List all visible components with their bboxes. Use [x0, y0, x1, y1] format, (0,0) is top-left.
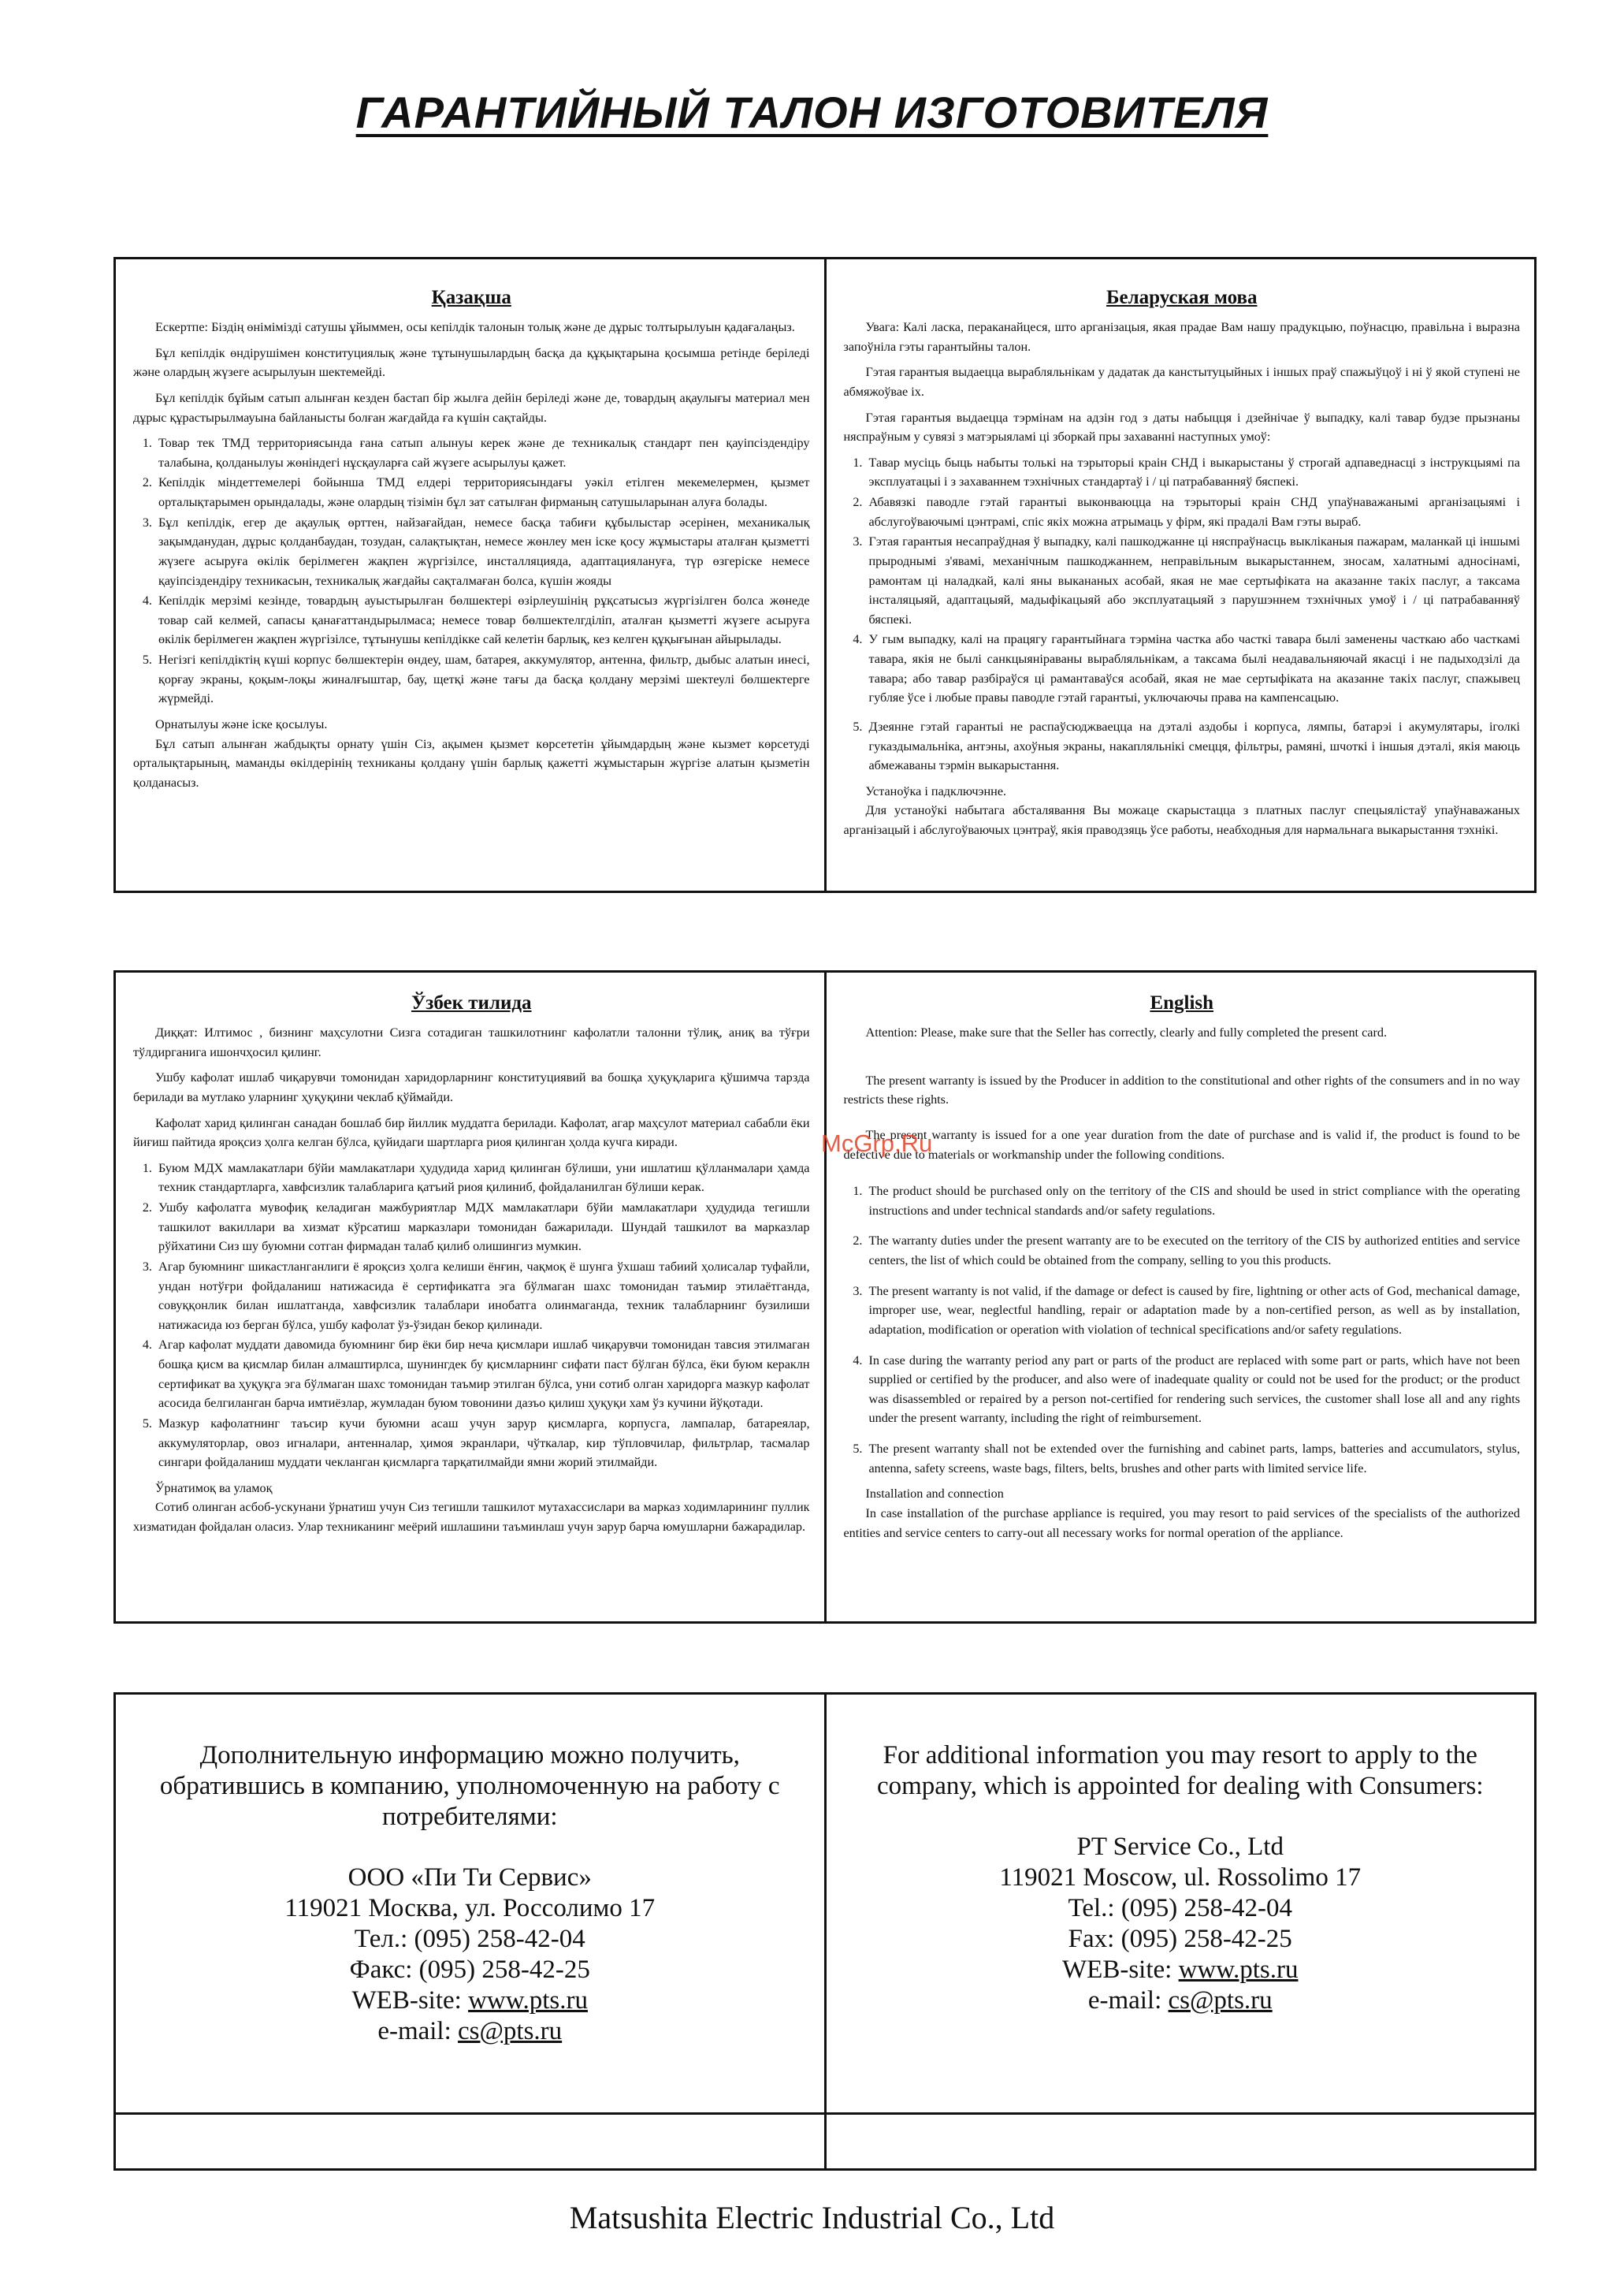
- manufacturer-footer: Matsushita Electric Industrial Co., Ltd: [569, 2200, 1055, 2235]
- uzbek-note: Диққат: Илтимос , бизнинг маҳсулотни Сизга сотадиган ташкилотнинг кафолатли талонни тўлиқ, аниқ ва тўғри тўлдирганига ишончҳосил қилинг.: [133, 1025, 810, 1059]
- stamp-row: [116, 2115, 1534, 2168]
- contact-row: [116, 1695, 1534, 2115]
- uzbek-heading: Ўзбек тилида: [411, 992, 532, 1014]
- list-item: 2. Абавязкі паводле гэтай гарантыі выконваюцца на тэрыторыі краін СНД упаўнаважанымі арганізацыямі і абслугоўваючымі цэнтрамі, спіс якіх можна атрымаць у фірм, якi прадалі Вам гэты выраб.: [866, 493, 1521, 531]
- list-item: 4. Агар кафолат муддати давомида буюмнинг бир ёки бир неча қисмлари ишлаб чиқарувчи томонидан тавсия этилмаган бошқа қисм ва қисмлар билан алмаштирлса, шунингдек бу қисмларнинг сифати паст бўлган бўлса, ёки буюм кераклн сертификат ва ҳуқуқга эга бўлмаган шахс томонидан таъмир этилган бўлса, уни сотиб олган харидорга мазкур кафолат асосида белгиланган барча имтиёзлар, жумладан буюм товонини дазъо қилиш ҳуқуқи хам ўз кучини йўқотади.: [155, 1335, 810, 1413]
- list-item: 1. Товар тек ТМД территориясында ғана сатып алынуы керек және де техникалық стандарт пен қауіпсіздендіру талабына, қолданылуы жөніндегі нұсқауларға сай жүзеге асырылуы қажет.: [155, 434, 810, 472]
- phone-number: (095) 258-42-04: [414, 1924, 585, 1953]
- kazakh-heading: Қазақша: [431, 287, 511, 308]
- contact-ru-web-line: [116, 1985, 824, 2016]
- kazakh-note: Ескертпе: Біздің өнімімізді сатушы ұйыммен, осы кепілдік талонын толық және де дұрыс толтырылуын қадағалаңыз.: [155, 320, 795, 334]
- english-conditions-list: [844, 1181, 1521, 1478]
- uzbek-column: [116, 973, 824, 1621]
- contact-ru: [116, 1695, 824, 2112]
- english-paragraph: The present warranty is issued by the Producer in addition to the constitutional and other rights of the consumers and in no way restricts these rights.: [843, 1073, 1520, 1107]
- kazakh-paragraph: Бұл кепілдік бұйым сатып алынған кезден бастап бір жылға дейін беріледі және де, товардың ақаулығы материал мен дұрыс құрастырылмауына байланысты болған жағдайда ға күшін сақтайды.: [133, 390, 810, 425]
- contact-ru-intro: Дополнительную информацию можно получить, обратившись в компанию, уполномоченную на работу с потребителями:: [159, 1741, 780, 1831]
- kazakh-install-text: Бұл сатып алынған жабдықты орнату үшін Сіз, ақымен қызмет көрсететін ұйымдардың және кызмет көрсетуді орталықтарының, маманды өкілдерінің техниканы қолдану үшін барлық қажетті жұмыстарын жүргізе алатын қызметін қолданасыз.: [133, 736, 810, 790]
- contact-en-company: PT Service Co., Ltd: [1076, 1832, 1284, 1861]
- uzbek-install-text: Сотиб олинган асбоб-ускунани ўрнатиш учун Сиз тегишли ташкилот мутахассислари ва марказ ходимларининг пуллик хизматидан фойдалан оласиз. Улар техниканинг меёрий ишлашини таъминлаш учун зарур барча юмушларни бажарадилар.: [133, 1500, 810, 1534]
- contact-en-address: 119021 Moscow, ul. Rossolimo 17: [999, 1862, 1362, 1892]
- contact-en-web-line: [827, 1955, 1535, 1985]
- list-item: 2. The warranty duties under the present warranty are to be executed on the territory of the CIS by authorized entities and service centers, the list of which could be obtained from the company, selling to you this products.: [866, 1231, 1521, 1270]
- contact-ru-email-line: [116, 2016, 824, 2047]
- web-label: WEB-site:: [351, 1985, 469, 2015]
- website-link[interactable]: www.pts.ru: [1178, 1955, 1299, 1984]
- uzbek-paragraph: Ушбу кафолат ишлаб чиқарувчи томонидан харидорларнинг конституциявий ва бошқа ҳуқуқларига қўшимча тарзда берилади ва мутлако уларнинг ҳуқуқини чеклаб қўймайди.: [133, 1070, 810, 1104]
- english-install-heading: Installation and connection: [865, 1487, 1004, 1502]
- contact-en-intro: For additional information you may resort to apply to the company, which is appointed for dealing with Consumers:: [876, 1741, 1484, 1800]
- contact-ru-company: ООО «Пи Ти Сервис»: [347, 1862, 592, 1892]
- list-item: 2. Ушбу кафолатга мувофиқ келадиган мажбуриятлар МДХ мамлакатлари бўйи мамлакатлари ҳудудида тегишли ташкилот вакиллари ва хизмат кўрсатиш марказлари томонидан бажарилади. Шундай ташкилот ва марказлар рўйхатини Сиз шу буюмни сотган фирмадан талаб қилиб олишингиз мумкин.: [155, 1198, 810, 1256]
- stamp-cell-right: [824, 2115, 1535, 2168]
- web-label: WEB-site:: [1062, 1955, 1179, 1984]
- contact-en-phone-line: [827, 1893, 1535, 1924]
- contact-ru-phone-line: [116, 1924, 824, 1955]
- email-label: e-mail:: [1087, 1985, 1169, 2015]
- belarusian-paragraph: Гэтая гарантыя выдаецца тэрмінам на адзін год з даты набыцця і дзейнічае ў выпадку, калі тавар будзе прызнаны няспраўным у сувязі з матэрыяламі ці зборкай пры захаванні наступных умоў:: [843, 410, 1520, 445]
- uzbek-conditions-list: [133, 1159, 810, 1472]
- belarusian-note: Увага: Калі ласка, пераканайцеся, што арганізацыя, якая прадае Вам нашу прадукцыю, поўнасцю, правільна і выразна запоўніла гэты гарантыйны талон.: [843, 320, 1520, 354]
- english-column: [824, 973, 1535, 1621]
- fax-number: (095) 258-42-25: [1120, 1924, 1292, 1953]
- list-item: 5. The present warranty shall not be extended over the furnishing and cabinet parts, lamps, batteries and accumulators, stylus, antenna, safety screens, waste bags, filters, belts, brushes and other parts with limited service life.: [866, 1439, 1521, 1478]
- list-item: 3. Агар буюмнинг шикастланганлиги ё яроқсиз ҳолга келиши ёнғин, чақмоқ ё шунга ўхшаш табиий ҳолисалар туфайли, ундан нотўғри фойдаланиш натижасида ё сертификатга эга бўлмаган шахс томонидан таъмир этилаётганда, совуққонлик билан ишлатганда, хавфсизлик талаблари инобатга олинмаганда, техник талабларнинг бузилиши натижасида юз берган бўлса, ушбу кафолат ўз-ўзидан бекор қилинади.: [155, 1257, 810, 1335]
- warranty-box-kz-by: [113, 257, 1537, 893]
- list-item: 2. Кепілдік міндеттемелері бойынша ТМД елдері территориясындағы уәкіл етілген мекемелермен, қызмет орталықтарымен орындалады, және олардың тізімін бұл зат сатылған фирманың сатушыларынан алуға болады.: [155, 473, 810, 512]
- list-item: 4. У гым выпадку, калі на працягу гарантыйнага тэрміна частка або часткі тавара былі заменены часткаю або часткамі тавара, якія не былі санкцыяніраваны вырабляльнікам, а таксама былі неадавальняючай якасці і не падыходзілі да тавара; або тавар разбіраўся ці рамантаваўся асобай, якая не мае сертыфіката на аказанне такіх паслуг, спажывец губляе ўсе і любые правы паводле гэтай гарантыі, уключаючы права на кампенсацыю.: [866, 630, 1521, 708]
- english-install-text: In case installation of the purchase appliance is required, you may resort to paid services of the specialists of the authorized entities and service centers to carry-out all necessary works for normal operation of the appliance.: [843, 1505, 1520, 1540]
- list-item: 3. Гэтая гарантыя несапраўдная ў выпадку, калі пашкоджанне ці няспраўнасць выкліканыя пажарам, маланкай ці іншымі прыроднымі з'явамі, механічным пашкоджаннем, неправільным выкарыстаннем, зносам, халатнымі адносінамі, рамонтам ці наладкай, калі яны выкананых асобай, якая не мае сертыфіката на аказанне такіх паслуг, а таксама інсталяцыяй, адаптацыяй, мадыфікацыяй або эксплуатацыяй з парушэннем тэхнічных умоў і / ці патрабаванняў бяспекі.: [866, 532, 1521, 629]
- contact-box: [113, 1692, 1537, 2171]
- contact-ru-address: 119021 Москва, ул. Россолимо 17: [284, 1893, 656, 1922]
- list-item: 3. The present warranty is not valid, if the damage or defect is caused by fire, lightning or other acts of God, mechanical damage, improper use, wear, neglectful handling, repair or adaptation made by a non-certified person, as well as by installation, adaptation, modification or operation with violation of technical specifications and/or safety regulations.: [866, 1282, 1521, 1340]
- stamp-cell-left: [116, 2115, 824, 2168]
- contact-en: [824, 1695, 1535, 2112]
- contact-en-email-line: [827, 1985, 1535, 2016]
- english-note: Attention: Please, make sure that the Seller has correctly, clearly and fully completed the present card.: [865, 1025, 1387, 1040]
- kazakh-paragraph: Бұл кепілдік өндірушімен конституциялық және тұтынушылардың басқа да құқықтарына қосымша ретінде беріледі және олардың жүзеге асырылуын шектемейді.: [133, 345, 810, 380]
- kazakh-conditions-list: [133, 434, 810, 709]
- fax-label: Fax:: [1068, 1924, 1121, 1953]
- kazakh-column: [116, 259, 824, 891]
- belarusian-heading: Беларуская мова: [1106, 287, 1258, 308]
- english-paragraph: The present warranty is issued for a one year duration from the date of purchase and is valid if, the product is found to be defective due to materials or workmanship under the following conditions.: [843, 1127, 1520, 1162]
- fax-label: Факс:: [349, 1955, 419, 1984]
- email-link[interactable]: cs@pts.ru: [458, 2016, 563, 2045]
- list-item: 4. In case during the warranty period any part or parts of the product are replaced with some part or parts, which have not been supplied or certified by the producer, and also were of inadequate quality or could not be used for the product; or the product was disassembled or repaired by a person not-certified for rendering such services, the customer shall lose all and any rights under the present warranty, including the right of reimbursement.: [866, 1351, 1521, 1429]
- email-link[interactable]: cs@pts.ru: [1168, 1985, 1273, 2015]
- english-heading: English: [1150, 992, 1214, 1014]
- list-item: 1. Тавар мусіць быць набыты толькі на тэрыторыі краін СНД і выкарыстаны ў строгай адпаведнасці з інструкцыямі па эксплуатацыі і з захаваннем тэхнічных стандартаў і / ці патрабаванняў бяспекі.: [866, 453, 1521, 492]
- list-item: 1. The product should be purchased only on the territory of the CIS and should be used in strict compliance with the operating instructions and under technical standards and/or safety regulations.: [866, 1181, 1521, 1220]
- fax-number: (095) 258-42-25: [418, 1955, 590, 1984]
- uzbek-install-heading: Ўрнатимоқ ва уламоқ: [155, 1480, 273, 1495]
- website-link[interactable]: www.pts.ru: [468, 1985, 588, 2015]
- list-item: 5. Дзеянне гэтай гарантыі не распаўсюджваецца на дэталі аздобы і корпуса, лямпы, батарэі і акумулятары, іголкі гуказдымальніка, антэны, ахоўныя экраны, накапляльнікі смецця, фільтры, рамяні, шчоткі і іншыя дэталі, якія маюць абмежаваны тэрмін выкарыстання.: [866, 717, 1521, 776]
- belarusian-install-text: Для устаноўкі набытага абсталявання Вы можаце скарыстацца з платных паслуг спецыялістаў упаўнаважаных арганізацый і абслугоўваючых цэнтраў, якія праводзяць ўсе работы, неабходныя для нармальнага выкарыстання тэхнікі.: [843, 803, 1520, 837]
- belarusian-install-heading: Устаноўка і падключэнне.: [865, 783, 1007, 798]
- belarusian-paragraph: Гэтая гарантыя выдаецца вырабляльнікам у дадатак да канстытуцыйных і іншых праў спажыўцоў і ні ў якой ступені не абмяжоўвае іх.: [843, 365, 1520, 399]
- watermark: McGrp.Ru: [821, 1129, 933, 1157]
- phone-number: (095) 258-42-04: [1120, 1893, 1293, 1922]
- page-title: ГАРАНТИЙНЫЙ ТАЛОН ИЗГОТОВИТЕЛЯ: [355, 87, 1269, 137]
- list-item: 4. Кепілдік мерзімі кезінде, товардың ауыстырылған бөлшектері өзірлеушінің рұқсатысыз жүргізілген болса жөнеде товар сай келмей, сапасы қанағаттандырылмаса; немесе товар бөлшектелгділіп, аталған қызметті жүзеге асыруға өкілік берілмеген жақпен жүргізілсе, тұтынушы кепілдікке сай келетін барлық, кез келген құқығынан айырылады.: [155, 591, 810, 649]
- phone-label: Tel.:: [1068, 1893, 1121, 1922]
- contact-ru-fax-line: [116, 1955, 824, 1985]
- kazakh-install-heading: Орнатылуы және іске қосылуы.: [155, 716, 328, 731]
- list-item: 5. Негізгі кепілдіктің күші корпус бөлшектерін өндеу, шам, батарея, аккумулятор, антенна, фильтр, дыбыс алатын инесі, қорғау экраны, қоқым-лоқы жиналғыштар, бау, щетқі және тағы да басқа қолдану мерзімі шектеулі бөлшектерге жүрмейді.: [155, 650, 810, 709]
- list-item: 3. Бұл кепілдік, егер де ақаулық өрттен, найзағайдан, немесе басқа табиғи құбылыстар әсерінен, механикалық зақымданудан, дұрыс қолданбаудан, тозудан, салақтықтан, немесе жөнлеу мен іске қосу жұмыстары аталған қызметті жүзеге асыруға өкілік берілмеген жақпен жүргізілсе, инсталляцияда, адаптациялануға, түр өзгеріске немесе қауіпсіздендіру техникасын, техникалық жағдайы сақталмаған болса, күшін жояды: [155, 513, 810, 591]
- belarusian-conditions-list: [844, 453, 1521, 776]
- list-item: 1. Буюм МДХ мамлакатлари бўйи мамлакатлари ҳудудида харид қилинган бўлиши, уни ишлатиш қўлланмалари ҳамда техник стандартларга, хавфсизлик талабларига қатъий риоя қилиниб, фойдаланилган бўлиши керак.: [155, 1159, 810, 1197]
- phone-label: Тел.:: [354, 1924, 414, 1953]
- list-item: 5. Мазкур кафолатнинг таъсир кучи буюмни асаш учун зарур қисмларга, корпусга, лампалар, батареялар, аккумуляторлар, овоз игналари, антенналар, ҳимоя экранлари, чўткалар, кир тўпловчилар, фильтрлар, тасмалар сингари фойдаланиш муддати чекланган қисмларга тарқатилмайди ямни жорий этилмайди.: [155, 1414, 810, 1472]
- warranty-box-uz-en: [113, 970, 1537, 1624]
- uzbek-paragraph: Кафолат харид қилинган санадан бошлаб бир йиллик муддатга берилади. Кафолат, агар маҳсулот материал сабабли ёки йиғиш пайтида яроқсиз ҳолга келган бўлса, қуйидаги шартларга риоя қилинган ҳолда кучга киради.: [133, 1115, 810, 1150]
- belarusian-column: [824, 259, 1535, 891]
- email-label: e-mail:: [377, 2016, 459, 2045]
- contact-en-fax-line: [827, 1924, 1535, 1955]
